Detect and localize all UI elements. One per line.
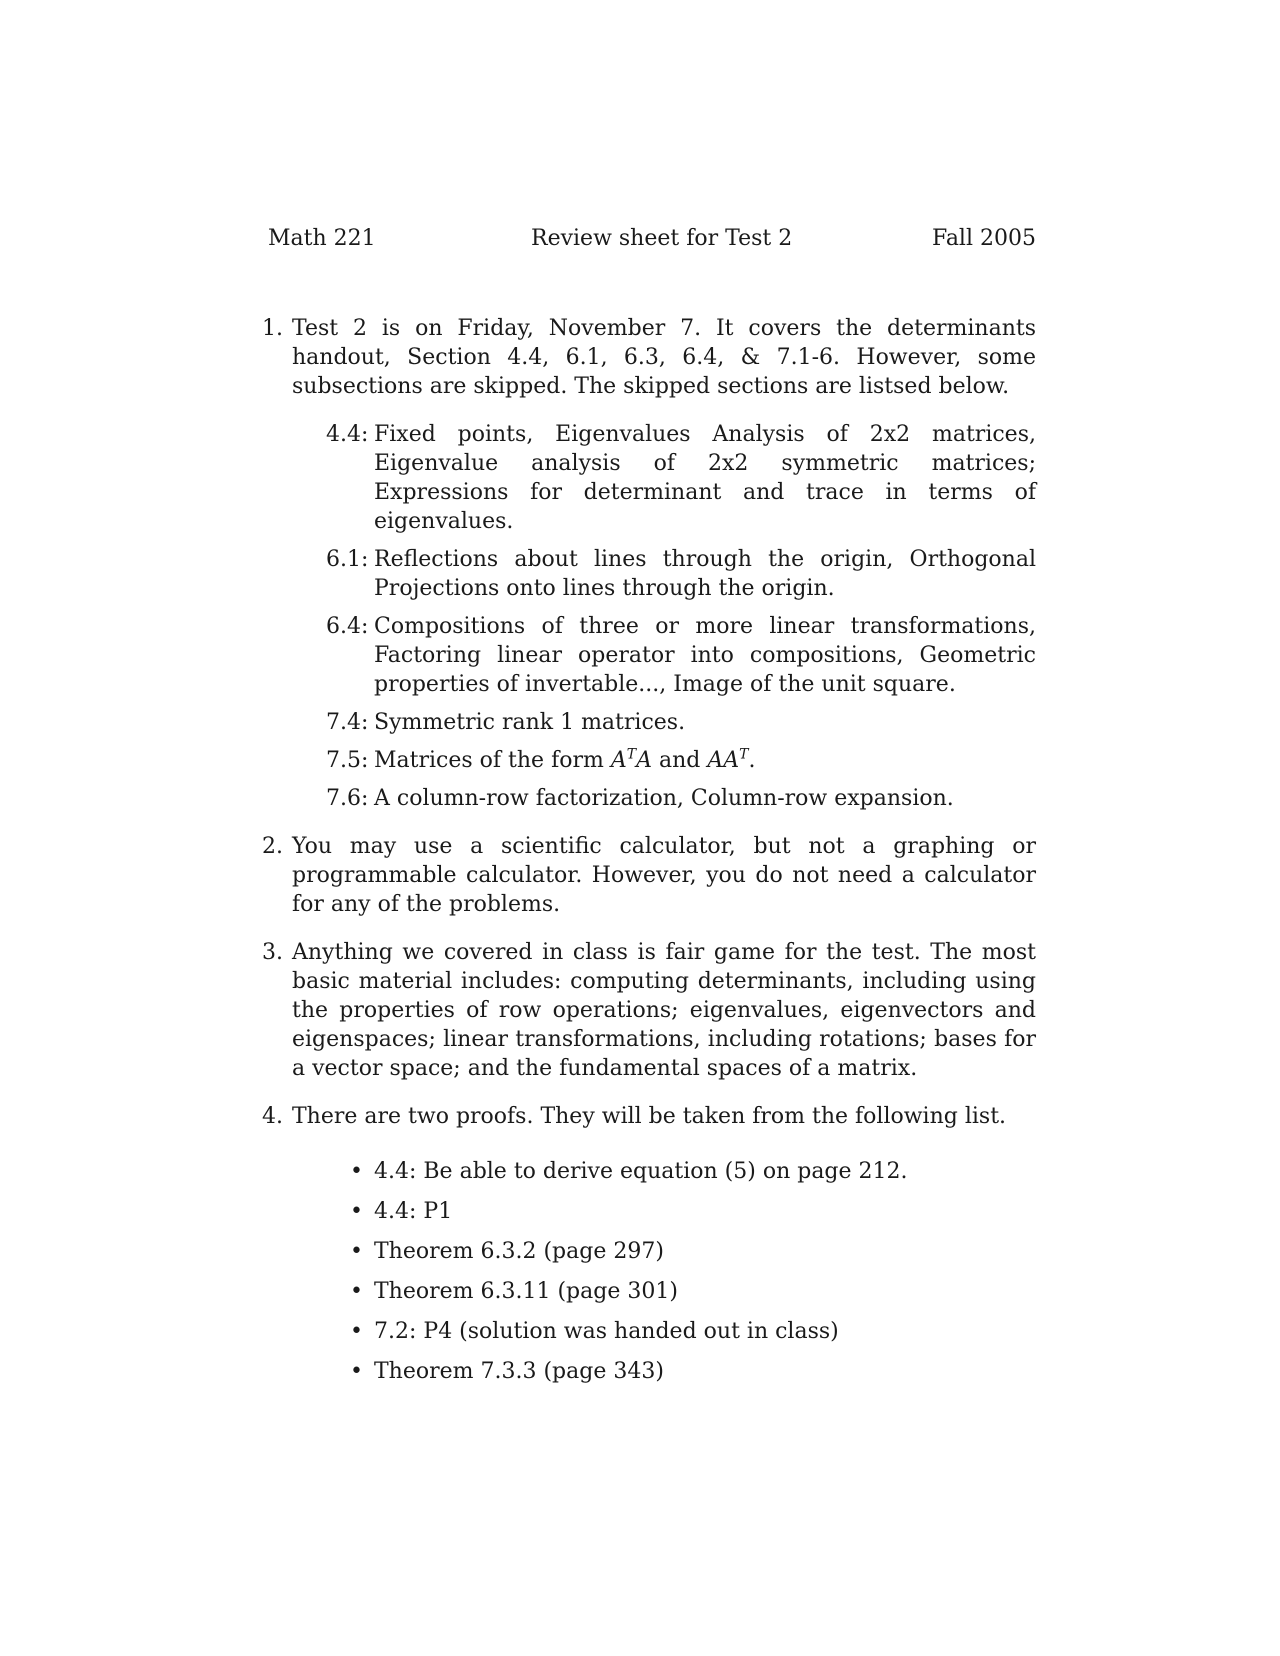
- skipped-section: [292, 420, 1036, 536]
- section-text: Symmetric rank 1 matrices.: [374, 710, 686, 735]
- math-ata: $A^TA$: [610, 746, 652, 773]
- proof-list: [292, 1157, 1036, 1386]
- bullet-icon: •: [350, 1239, 363, 1264]
- text-mid: and: [651, 748, 708, 773]
- list-item-2: [262, 832, 1036, 919]
- list-item-1: [262, 314, 1036, 813]
- bullet-icon: •: [350, 1319, 363, 1344]
- section-text: [374, 748, 755, 773]
- proof-item: [292, 1317, 1036, 1346]
- section-label: 6.1:: [326, 547, 369, 572]
- text-before: Matrices of the form: [374, 748, 611, 773]
- math-aat: $AA^T$: [707, 746, 749, 773]
- proof-item: [292, 1277, 1036, 1306]
- page-header: [262, 226, 1036, 260]
- skipped-section: [292, 545, 1036, 603]
- bullet-icon: •: [350, 1279, 363, 1304]
- skipped-section: [292, 708, 1036, 737]
- item-text: Test 2 is on Friday, November 7. It covers the determinants handout, Section 4.4, 6.1, 6.3, 6.4, & 7.1-6. However, some subsections are skipped. The skipped sections are listsed below.: [292, 316, 1036, 399]
- item-number: 1.: [262, 316, 283, 341]
- document-page: [262, 0, 1036, 1656]
- skipped-sections-list: [292, 420, 1036, 813]
- skipped-section: [292, 612, 1036, 699]
- course-name: Math 221: [268, 226, 376, 251]
- section-text: A column-row factorization, Column-row expansion.: [374, 786, 954, 811]
- term: Fall 2005: [932, 226, 1036, 251]
- section-text: Fixed points, Eigenvalues Analysis of 2x2 matrices, Eigenvalue analysis of 2x2 symmetric matrices; Expressions for determinant and trace in terms of eigenvalues.: [374, 422, 1036, 534]
- proof-item: [292, 1157, 1036, 1186]
- proof-item: [292, 1237, 1036, 1266]
- document-title: Review sheet for Test 2: [531, 226, 793, 251]
- item-text: You may use a scientific calculator, but not a graphing or programmable calculator. However, you do not need a calculator for any of the problems.: [292, 834, 1036, 917]
- item-text: Anything we covered in class is fair game for the test. The most basic material includes: computing determinants, including using the properties of row operations; eigenvalues, eigenvectors and eigenspaces; linear transformations, including rotations; bases for a vector space; and the fundamental spaces of a matrix.: [292, 940, 1036, 1081]
- item-number: 3.: [262, 940, 283, 965]
- section-label: 6.4:: [326, 614, 369, 639]
- proof-text: 7.2: P4 (solution was handed out in class): [374, 1319, 839, 1344]
- bullet-icon: •: [350, 1159, 363, 1184]
- item-text: There are two proofs. They will be taken from the following list.: [292, 1104, 1007, 1129]
- proof-text: 4.4: P1: [374, 1199, 453, 1224]
- bullet-icon: •: [350, 1199, 363, 1224]
- proof-item: [292, 1197, 1036, 1226]
- item-number: 4.: [262, 1104, 283, 1129]
- proof-text: Theorem 7.3.3 (page 343): [374, 1359, 664, 1384]
- text-after: .: [748, 748, 756, 773]
- proof-text: 4.4: Be able to derive equation (5) on page 212.: [374, 1159, 908, 1184]
- list-item-4: [262, 1102, 1036, 1386]
- bullet-icon: •: [350, 1359, 363, 1384]
- proof-text: Theorem 6.3.2 (page 297): [374, 1239, 664, 1264]
- section-label: 7.4:: [326, 710, 369, 735]
- section-text: Compositions of three or more linear transformations, Factoring linear operator into compositions, Geometric properties of invertable..., Image of the unit square.: [374, 614, 1036, 697]
- section-text: Reflections about lines through the origin, Orthogonal Projections onto lines through the origin.: [374, 547, 1036, 601]
- section-label: 4.4:: [326, 422, 369, 447]
- proof-text: Theorem 6.3.11 (page 301): [374, 1279, 678, 1304]
- review-list: [262, 314, 1036, 1405]
- section-label: 7.6:: [326, 786, 369, 811]
- skipped-section: [292, 784, 1036, 813]
- section-label: 7.5:: [326, 748, 369, 773]
- item-number: 2.: [262, 834, 283, 859]
- proof-item: [292, 1357, 1036, 1386]
- skipped-section: [292, 746, 1036, 775]
- list-item-3: [262, 938, 1036, 1083]
